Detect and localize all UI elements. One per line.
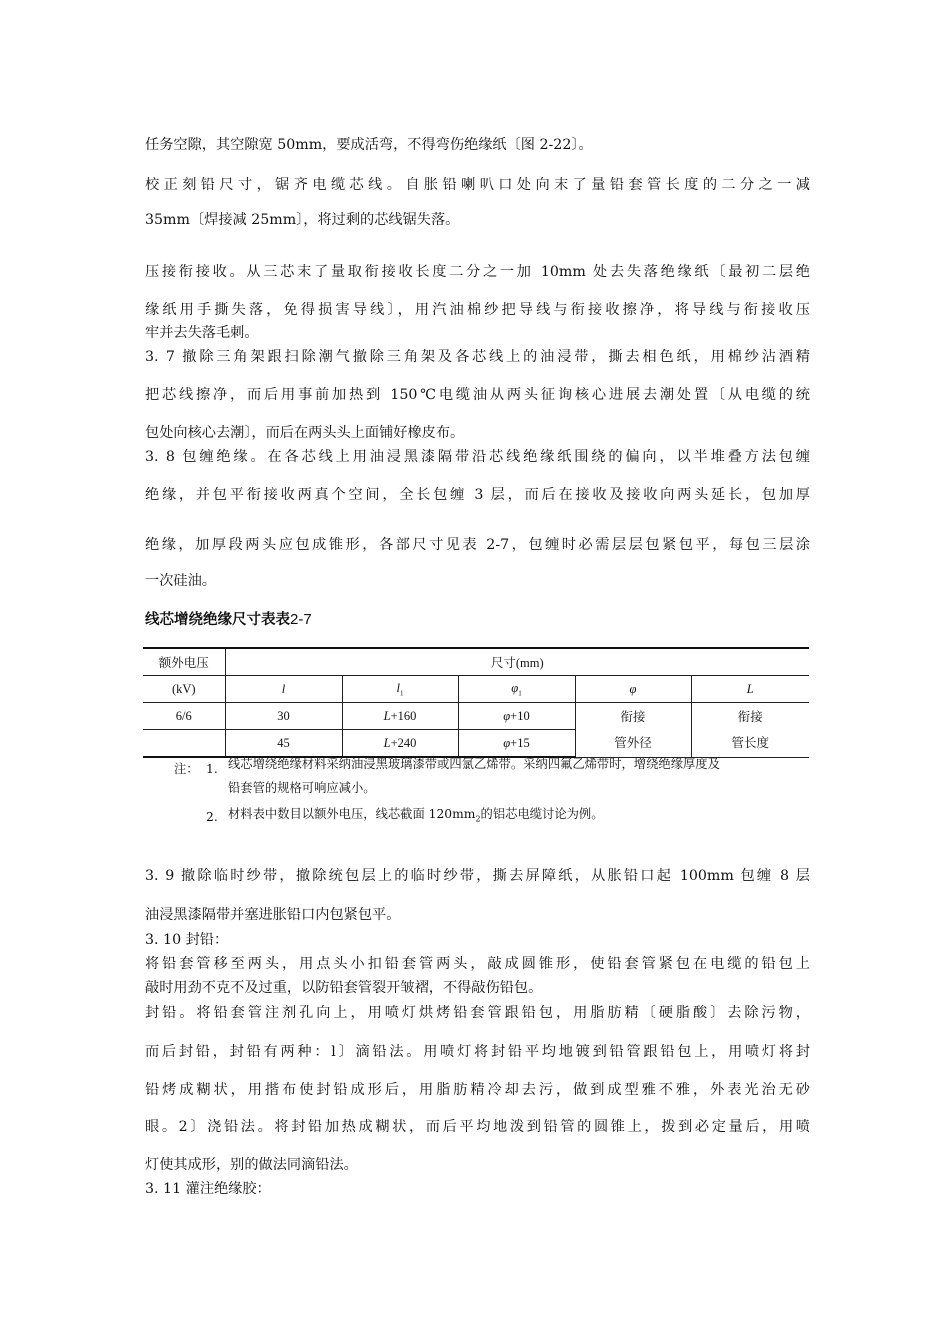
table-cell-phi1: φ+15	[458, 730, 575, 758]
note-label: 注：	[174, 762, 199, 776]
note-2-line: 材料表中数目以额外电压，线芯截面 $120mm_2$的铝芯电缆讨论为例。	[228, 807, 604, 824]
table-title	[145, 610, 312, 630]
table-cell-phi1: φ+10	[458, 703, 575, 730]
section-3-11-heading: 3. 11 灌注绝缘胶：	[145, 1181, 271, 1197]
header-big-l: L	[691, 676, 809, 703]
header-unit-kv: (kV)	[143, 676, 225, 703]
header-l1: $l_1$	[342, 676, 458, 703]
header-l: l	[225, 676, 342, 703]
paragraph-line: 而后封铅，封铅有两种：l〕滴铅法。用喷灯将封铅平均地镀到铅管跟铅包上，用喷灯将封	[145, 1044, 810, 1060]
section-3-10-heading: 3. 10 封铅：	[145, 932, 229, 948]
section-3-7-line: 3. 7 撤除三角架跟扫除潮气撤除三角架及各芯线上的油浸带，撕去相色纸，用棉纱沾酒精	[145, 349, 810, 365]
table-cell-l: 45	[225, 730, 342, 758]
paragraph-line: 牢并去失落毛刺。	[145, 325, 259, 341]
paragraph-line: 灯使其成形，别的做法同滴铅法。	[145, 1157, 358, 1173]
paragraph-line: 35mm〔焊接减 25mm〕，将过剩的芯线锯失落。	[145, 212, 460, 228]
header-rated-voltage: 额外电压	[143, 648, 225, 676]
header-phi1: $\varphi_1$	[458, 676, 575, 703]
paragraph-line: 一次硅油。	[145, 573, 216, 589]
table-cell-voltage: 6/6	[143, 703, 225, 730]
table-cell-voltage	[143, 730, 225, 758]
paragraph-line: 将铅套管移至两头，用点头小扣铅套管两头，敲成圆锥形，使铅套管紧包在电缆的铅包上	[145, 956, 810, 972]
paragraph-line: 封铅。将铅套管注剂孔向上，用喷灯烘烤铅套管跟铅包，用脂肪精〔硬脂酸〕去除污物，	[145, 1005, 810, 1021]
table-title-number: 2-7	[290, 611, 312, 628]
note-1-number: 1.	[206, 762, 218, 776]
paragraph-line: 绝缘，加厚段两头应包成锥形，各部尺寸见表 2-7，包缠时必需层层包紧包平，每包三层涂	[145, 537, 810, 553]
note-2-number: 2.	[206, 810, 218, 824]
section-3-9-line: 3. 9 撤除临时纱带，撤除统包层上的临时纱带，撕去屏障纸，从胀铅口起 100mm 包缠 8 层	[145, 868, 810, 884]
paragraph-line: 把芯线擦净，而后用事前加热到 150℃电缆油从两头征询核心进展去潮处置〔从电缆的统	[145, 387, 810, 403]
table-cell-l: 30	[225, 703, 342, 730]
table-title-text: 线芯增绕绝缘尺寸表表	[145, 612, 290, 628]
section-3-8-line: 3. 8 包缠绝缘。在各芯线上用油浸黑漆隔带沿芯线绝缘纸围绕的偏向，以半堆叠方法包缠	[145, 449, 810, 465]
paragraph-line: 包处向核心去潮〕，而后在两头头上面铺好橡皮布。	[145, 425, 465, 441]
table-cell-l1: L+240	[342, 730, 458, 758]
table-cell-joint-length: 衔接 管长度	[691, 703, 809, 758]
paragraph-line: 铅烤成糊状，用揩布使封铅成形后，用脂肪精冷却去污，做到成型雅不雅，外表光治无砂	[145, 1082, 810, 1098]
paragraph-line: 任务空隙，其空隙宽 50mm，要成活弯，不得弯伤绝缘纸〔图 2-22〕。	[145, 137, 593, 153]
table-cell-joint-outer-diameter: 衔接 管外径	[575, 703, 691, 758]
paragraph-line: 眼。2〕浇铅法。将封铅加热成糊状，而后平均地泼到铅管的圆锥上，拨到必定量后，用喷	[145, 1119, 810, 1135]
header-phi: φ	[575, 676, 691, 703]
table-cell-l1: L+160	[342, 703, 458, 730]
note-1-line: 铅套管的规格可响应减小。	[228, 781, 376, 795]
paragraph-line: 压接衔接收。从三芯末了量取衔接收长度二分之一加 10mm 处去失落绝缘纸〔最初二层绝	[145, 264, 810, 280]
paragraph-line: 油浸黑漆隔带并塞进胀铅口内包紧包平。	[145, 907, 401, 923]
paragraph-line: 绝缘，并包平衔接收两真个空间，全长包缠 3 层，而后在接收及接收向两头延长，包加厚	[145, 487, 810, 503]
note-1-line: 线芯增绕绝缘材料采纳油浸黑玻璃漆带或四氯乙烯带。采纳四氟乙烯带时，增绕绝缘厚度及	[228, 757, 720, 771]
paragraph-line: 缘纸用手撕失落，免得损害导线〕，用汽油棉纱把导线与衔接收擦净，将导线与衔接收压	[145, 302, 810, 318]
header-size-mm: 尺寸(mm)	[225, 648, 809, 676]
paragraph-line: 校正刻铅尺寸，锯齐电缆芯线。自胀铅喇叭口处向末了量铅套管长度的二分之一减	[145, 177, 810, 193]
insulation-size-table	[143, 647, 809, 758]
paragraph-line: 敲时用劲不克不及过重，以防铅套管裂开皱褶，不得敲伤铅包。	[145, 980, 543, 996]
